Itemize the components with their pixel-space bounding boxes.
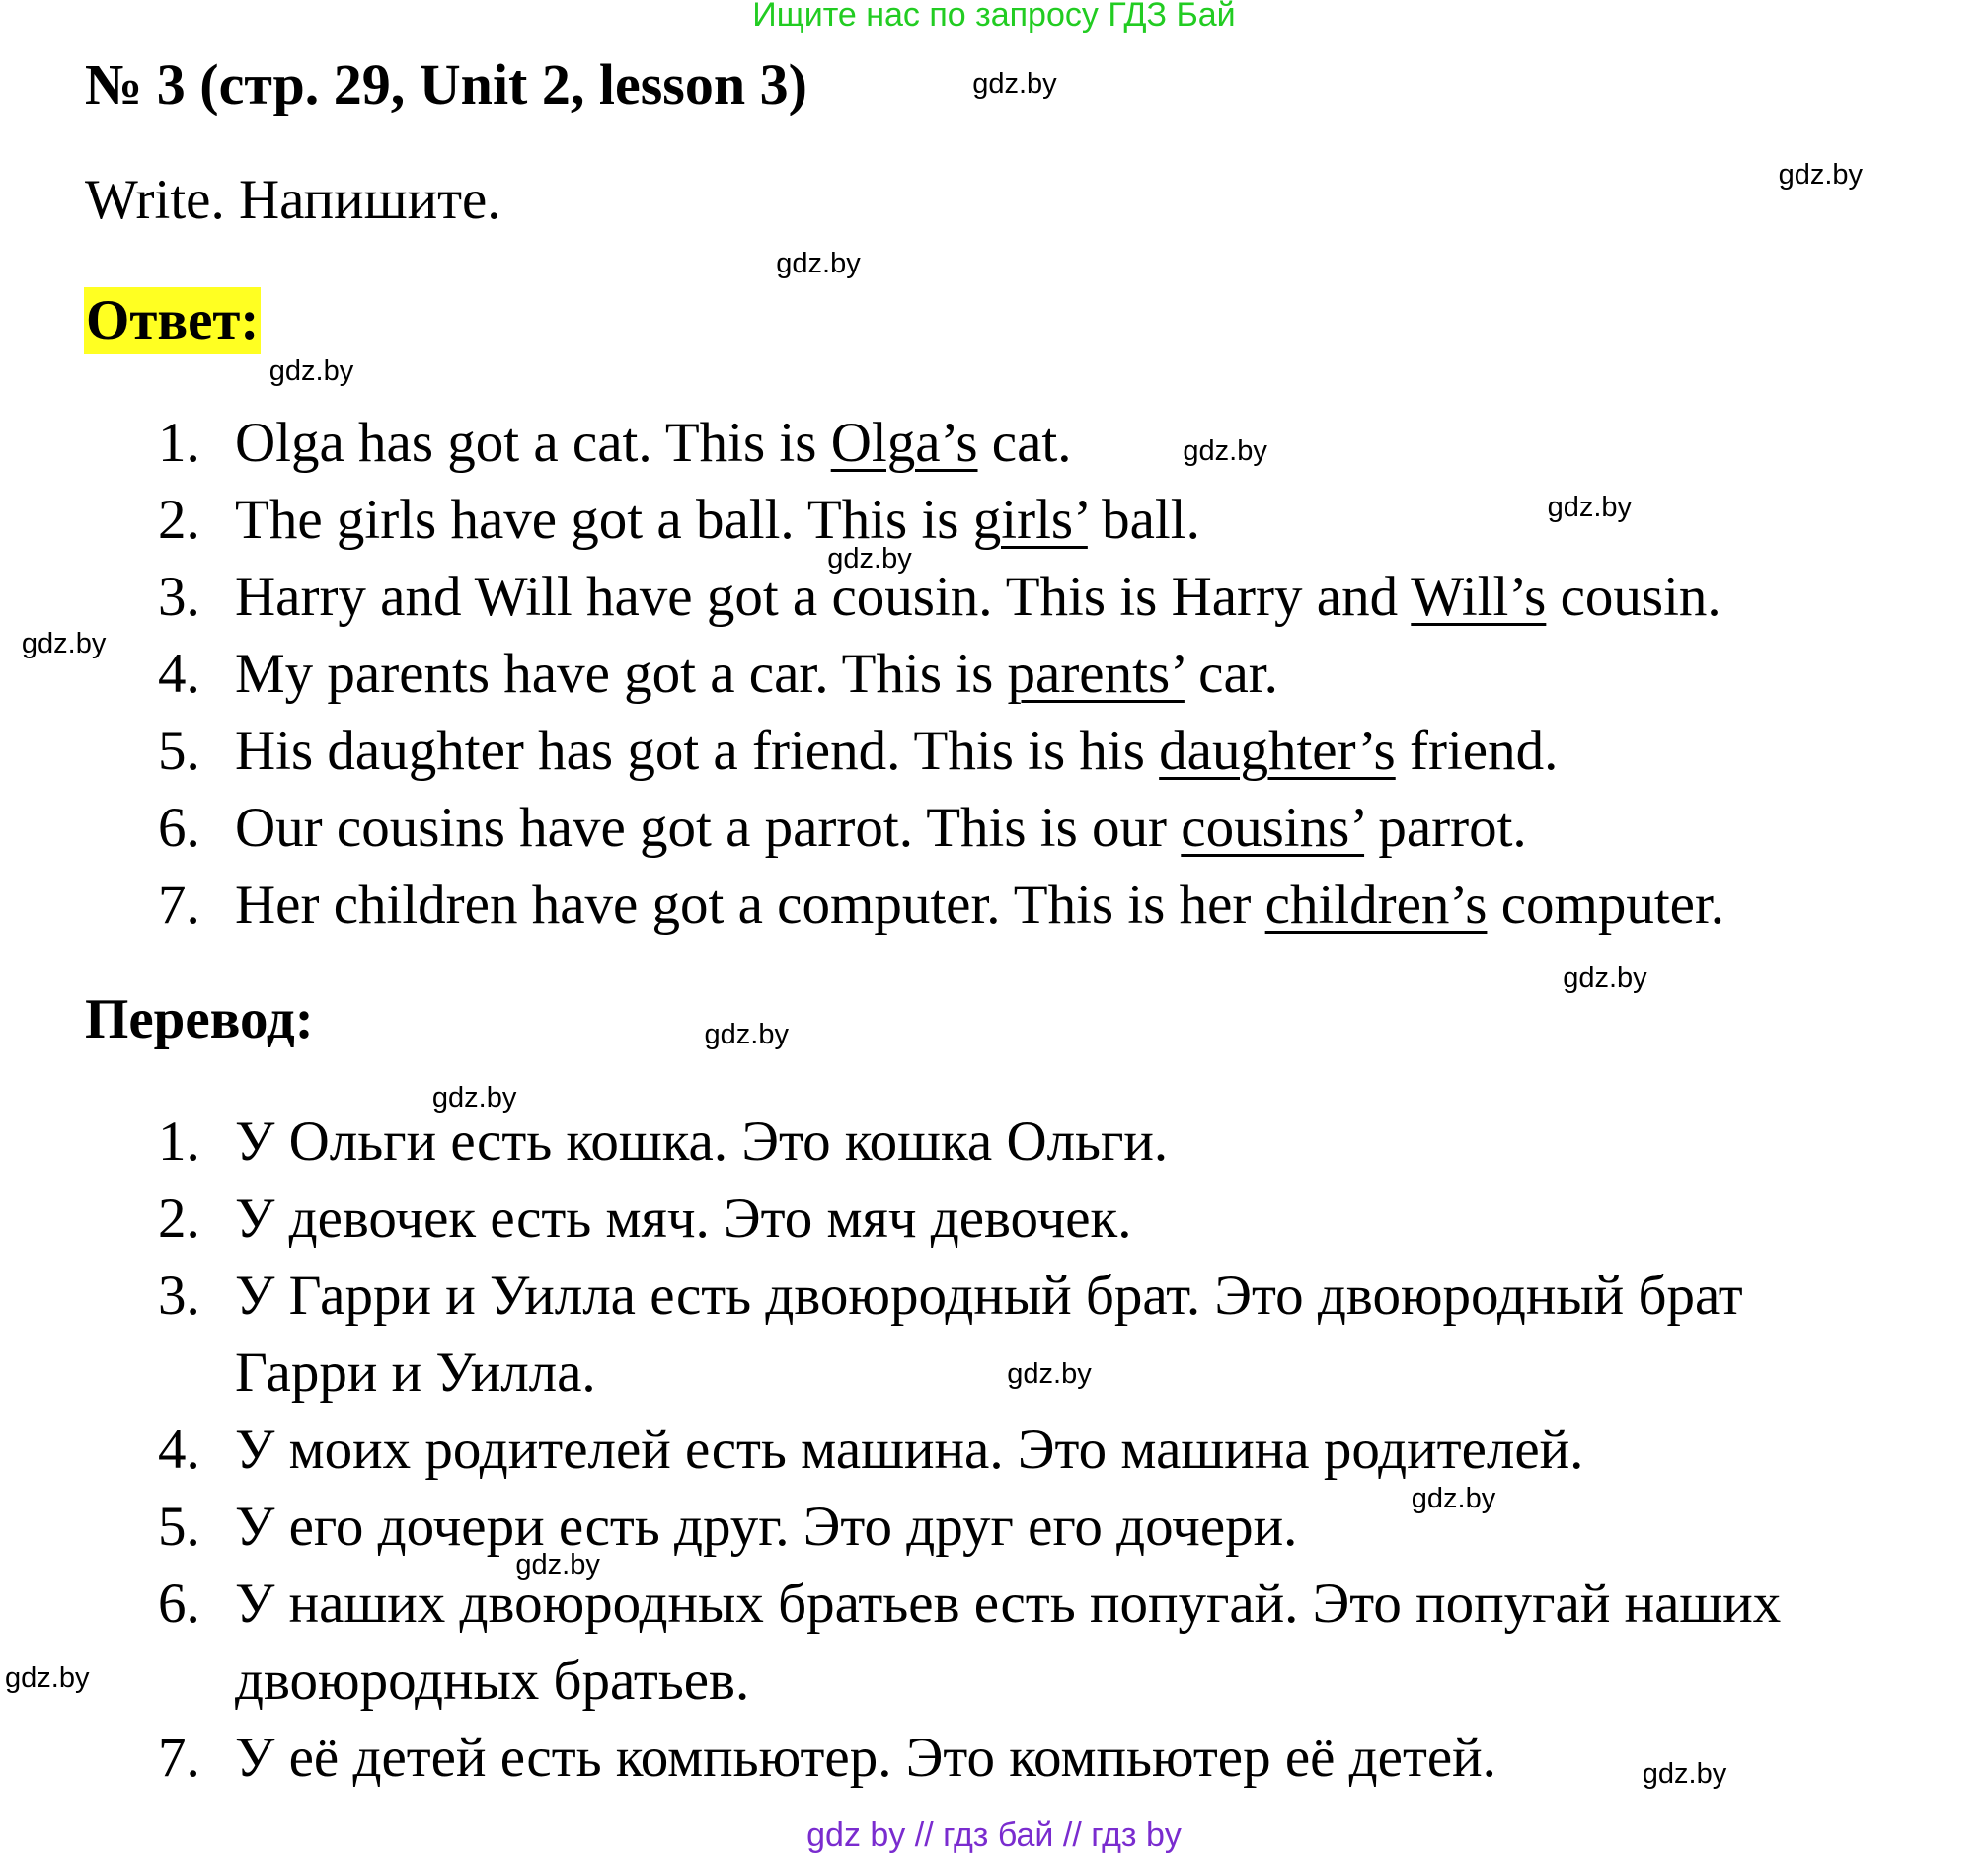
translation-item: У наших двоюродных братьев есть попугай. Это попугай наших xyxy=(235,1573,1782,1635)
translation-item: двоюродных братьев. xyxy=(235,1650,750,1712)
answer-text: Our cousins have got a parrot. This is our xyxy=(235,797,1182,859)
translation-item: У Ольги есть кошка. Это кошка Ольги. xyxy=(235,1111,1169,1173)
answer-number: 5. xyxy=(158,720,200,782)
answer-underlined-word: Will’s xyxy=(1411,566,1547,628)
watermark: gdz.by xyxy=(5,1662,90,1694)
answer-underlined-word: children’s xyxy=(1264,874,1488,936)
answer-number: 2. xyxy=(158,489,200,551)
answer-underlined-word: daughter’s xyxy=(1159,720,1396,782)
answer-text: cat. xyxy=(977,412,1072,474)
answer-text: His daughter has got a friend. This is his xyxy=(235,720,1160,782)
answer-item xyxy=(235,405,1071,482)
answer-text: parrot. xyxy=(1364,797,1527,859)
answer-number: 7. xyxy=(158,874,200,936)
translation-item: У её детей есть компьютер. Это компьютер её детей. xyxy=(235,1727,1496,1789)
answer-text: The girls have got a ball. This is xyxy=(235,489,973,551)
watermark: gdz.by xyxy=(1007,1357,1092,1390)
answer-number: 6. xyxy=(158,797,200,859)
watermark: gdz.by xyxy=(972,68,1057,101)
answer-label: Ответ: xyxy=(84,287,261,354)
translation-item: У Гарри и Уилла есть двоюродный брат. Это двоюродный брат xyxy=(235,1265,1743,1327)
translation-item: Гарри и Уилла. xyxy=(235,1342,596,1404)
answer-text: Olga has got a cat. This is xyxy=(235,412,831,474)
translation-number: 6. xyxy=(158,1573,200,1635)
watermark: gdz.by xyxy=(1411,1482,1496,1514)
translation-item: У моих родителей есть машина. Это машина родителей. xyxy=(235,1419,1584,1481)
watermark: gdz.by xyxy=(1778,159,1864,192)
watermark: gdz.by xyxy=(704,1019,789,1051)
watermark: gdz.by xyxy=(827,543,912,576)
watermark: gdz.by xyxy=(1563,963,1647,995)
watermark: gdz.by xyxy=(1642,1758,1727,1791)
watermark: gdz.by xyxy=(1547,492,1633,524)
answer-text: friend. xyxy=(1395,720,1559,782)
answer-item xyxy=(235,636,1278,713)
answer-number: 4. xyxy=(158,643,200,705)
translation-number: 7. xyxy=(158,1727,200,1789)
answer-number: 3. xyxy=(158,566,200,628)
translation-number: 3. xyxy=(158,1265,200,1327)
search-banner: Ищите нас по запросу ГДЗ Бай xyxy=(752,0,1236,34)
translation-number: 2. xyxy=(158,1188,200,1250)
answer-item xyxy=(235,790,1527,867)
translation-number: 5. xyxy=(158,1496,200,1558)
watermark: gdz.by xyxy=(776,248,861,280)
answer-underlined-word: cousins’ xyxy=(1181,797,1365,859)
task-text: Write. Напишите. xyxy=(85,169,501,231)
footer-links: gdz by // гдз бай // гдз by xyxy=(806,1816,1182,1854)
answer-item xyxy=(235,713,1558,790)
answer-text: My parents have got a car. This is xyxy=(235,643,1008,705)
answer-item xyxy=(235,867,1724,944)
answer-item xyxy=(235,482,1200,559)
translation-number: 4. xyxy=(158,1419,200,1481)
answer-underlined-word: Olga’s xyxy=(830,412,978,474)
watermark: gdz.by xyxy=(431,1082,517,1115)
answer-text: car. xyxy=(1184,643,1278,705)
answer-text: ball. xyxy=(1087,489,1200,551)
page-title: № 3 (стр. 29, Unit 2, lesson 3) xyxy=(85,52,807,116)
answer-text: Harry and Will have got a cousin. This is Harry and xyxy=(235,566,1412,628)
answer-text: Her children have got a computer. This is her xyxy=(235,874,1265,936)
watermark: gdz.by xyxy=(21,627,107,659)
answer-underlined-word: girls’ xyxy=(972,489,1088,551)
translation-item: У его дочери есть друг. Это друг его дочери. xyxy=(235,1496,1298,1558)
translation-number: 1. xyxy=(158,1111,200,1173)
answer-item xyxy=(235,559,1721,636)
answer-text: cousin. xyxy=(1546,566,1721,628)
watermark: gdz.by xyxy=(515,1549,600,1582)
watermark: gdz.by xyxy=(1183,434,1267,467)
watermark: gdz.by xyxy=(268,355,354,388)
answer-underlined-word: parents’ xyxy=(1007,643,1185,705)
translation-label: Перевод: xyxy=(85,988,314,1050)
answer-text: computer. xyxy=(1487,874,1725,936)
answer-number: 1. xyxy=(158,412,200,474)
translation-item: У девочек есть мяч. Это мяч девочек. xyxy=(235,1188,1132,1250)
